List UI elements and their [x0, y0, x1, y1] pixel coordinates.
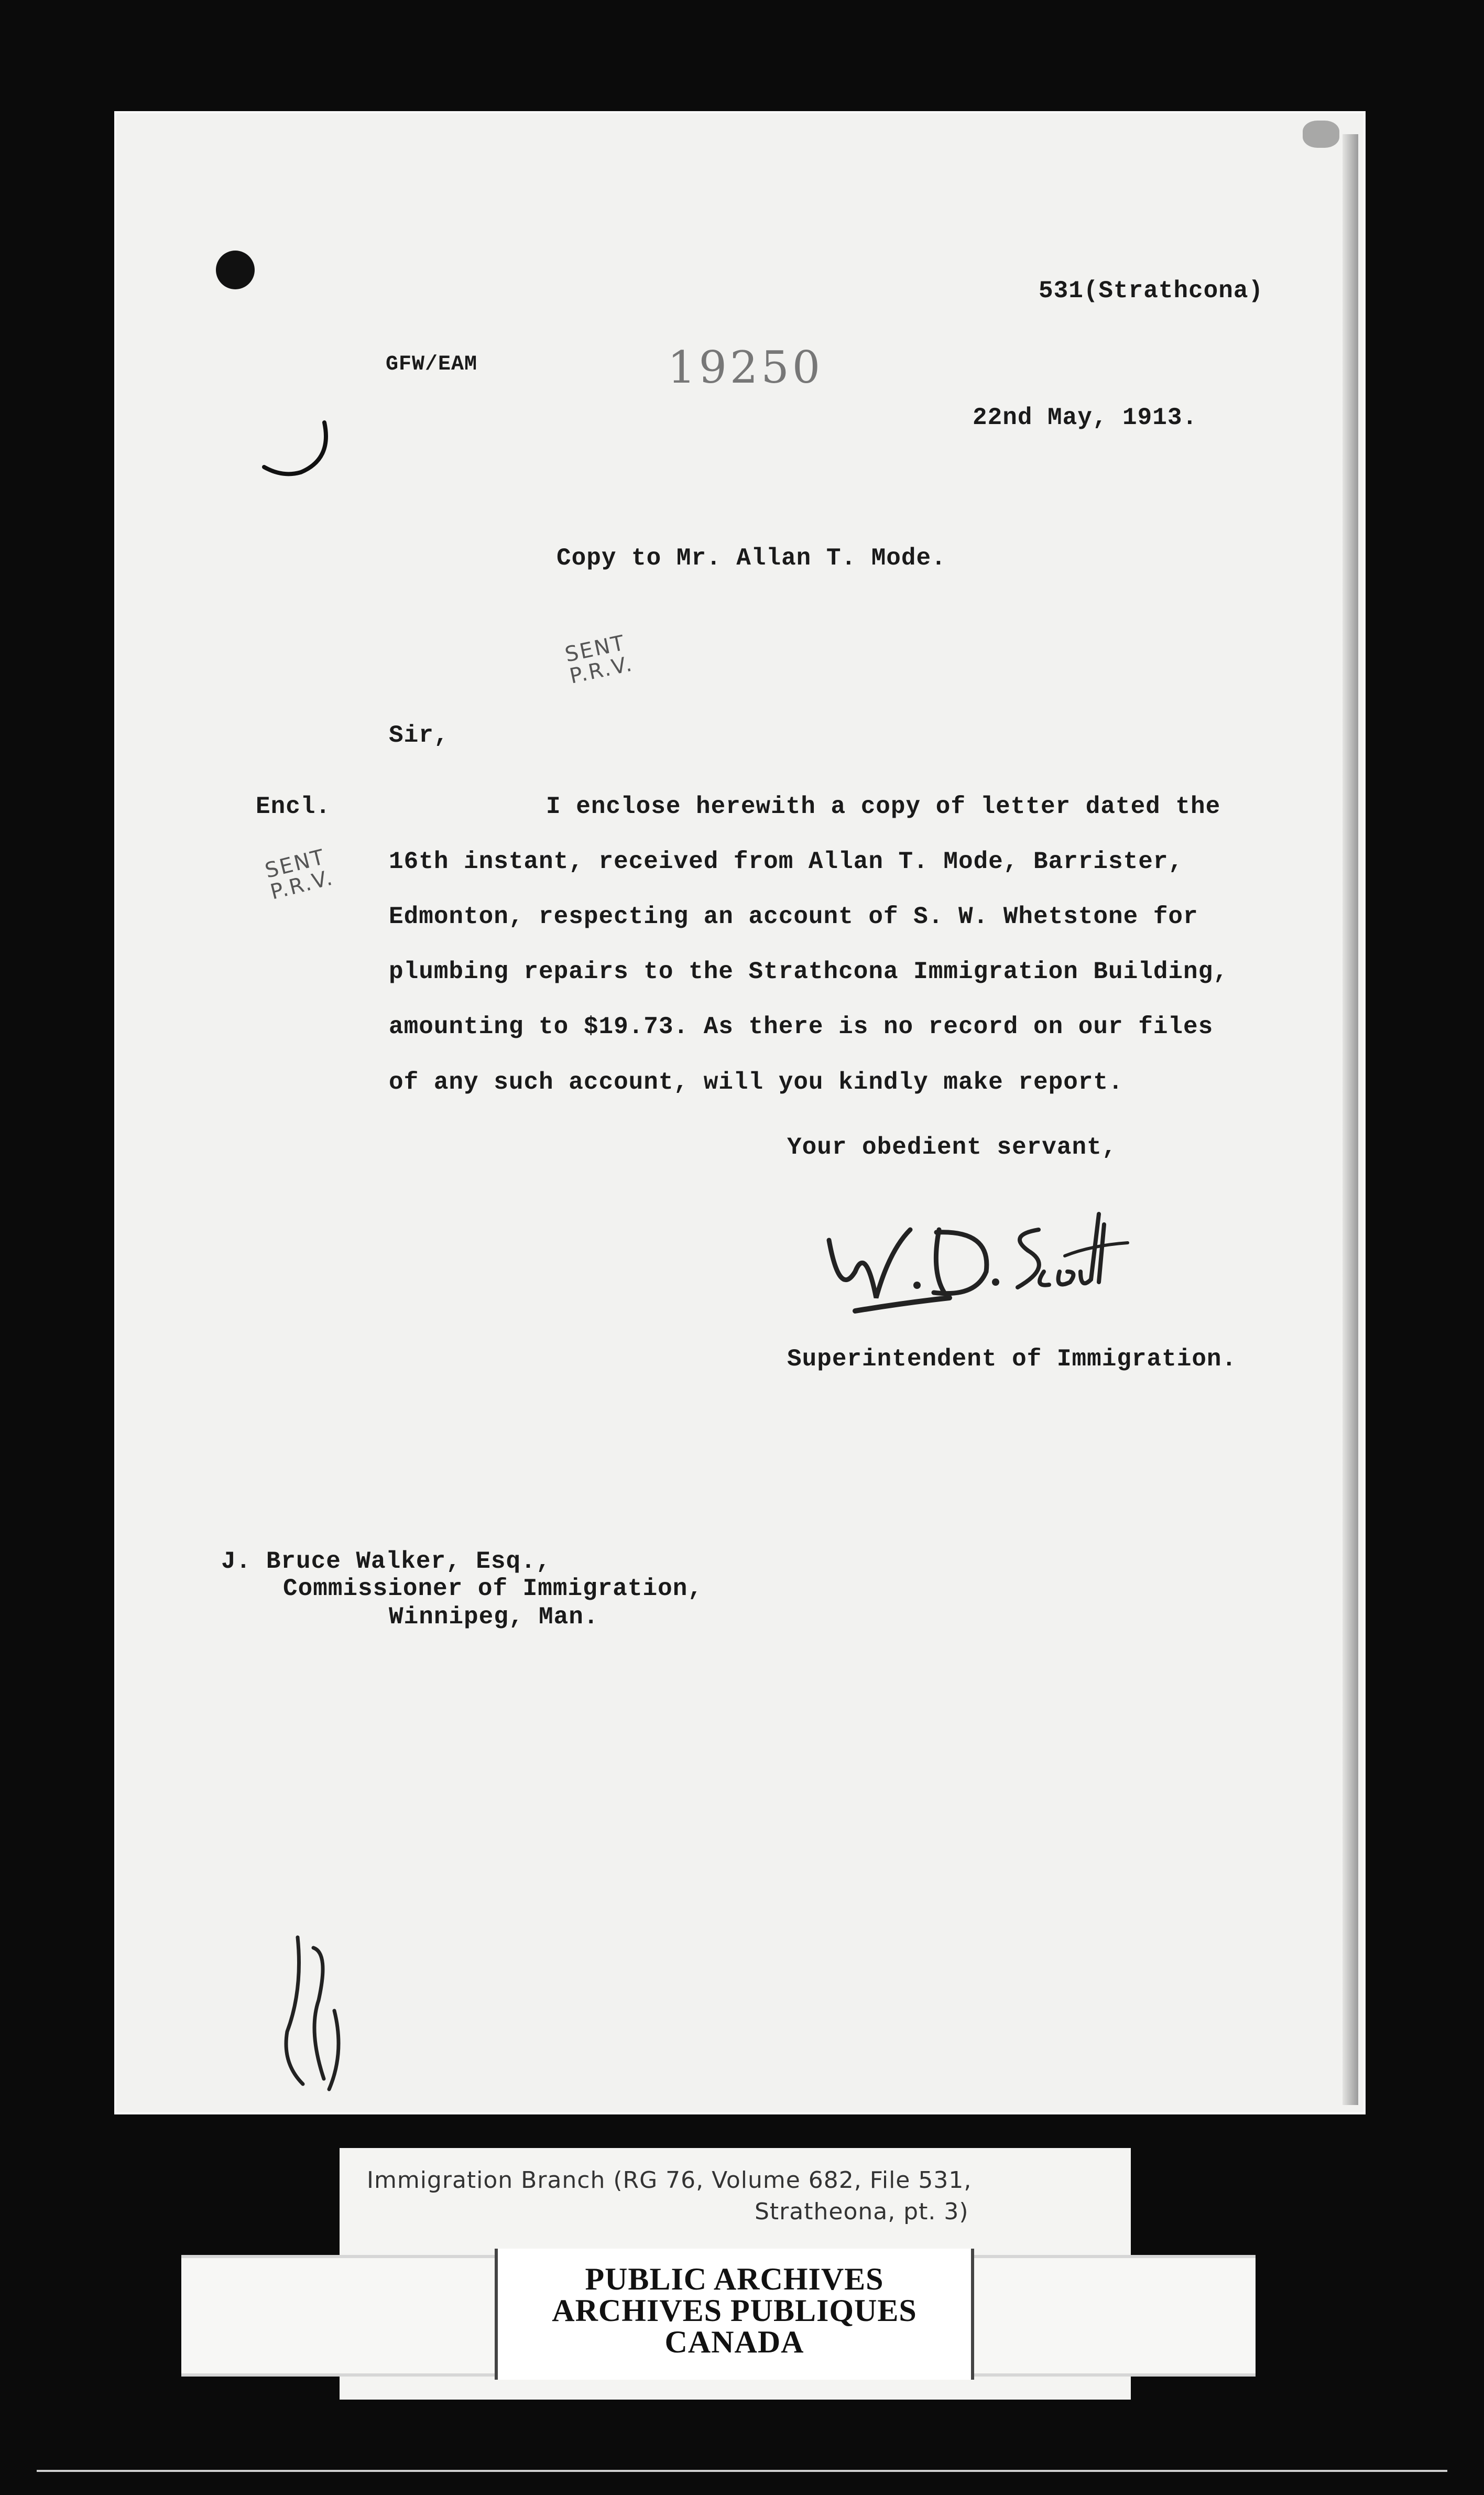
letter-date: 22nd May, 1913.	[973, 404, 1198, 431]
body-line-4: plumbing repairs to the Strathcona Immigration Building,	[389, 958, 1228, 985]
addressee-line-2: Commissioner of Immigration,	[283, 1575, 703, 1602]
signatory-title: Superintendent of Immigration.	[787, 1346, 1237, 1373]
archive-name-1: PUBLIC ARCHIVES	[585, 2262, 884, 2296]
body-line-3: Edmonton, respecting an account of S. W. Whetstone for	[389, 903, 1198, 930]
body-line-2: 16th instant, received from Allan T. Mode, Barrister,	[389, 848, 1184, 875]
archive-name-2: ARCHIVES PUBLIQUES	[552, 2293, 917, 2328]
handwritten-initials	[266, 1927, 361, 2100]
enclosure-label: Encl.	[256, 793, 331, 820]
addressee-line-1: J. Bruce Walker, Esq.,	[221, 1548, 551, 1575]
file-stamp-number: 19250	[668, 342, 824, 393]
signature	[819, 1193, 1143, 1329]
copy-to-line: Copy to Mr. Allan T. Mode.	[556, 545, 946, 572]
addressee-line-3: Winnipeg, Man.	[389, 1603, 599, 1631]
film-frame-border	[37, 2470, 1447, 2472]
closing: Your obedient servant,	[787, 1134, 1117, 1161]
letter-page	[114, 111, 1366, 2114]
check-mark	[254, 417, 337, 491]
page-edge-shadow	[1343, 134, 1358, 2105]
sent-stamp-top: SENT P.R.V.	[563, 631, 636, 689]
body-line-5: amounting to $19.73. As there is no record on our files	[389, 1013, 1214, 1040]
sent-stamp-margin: SENT P.R.V.	[263, 844, 336, 905]
archive-reference-line-1: Immigration Branch (RG 76, Volume 682, File 531,	[367, 2167, 972, 2194]
file-reference: 531(Strathcona)	[1039, 277, 1264, 305]
archive-name-3: CANADA	[664, 2325, 804, 2359]
body-line-1: I enclose herewith a copy of letter dated the	[546, 793, 1221, 820]
body-line-6: of any such account, will you kindly make report.	[389, 1069, 1123, 1096]
salutation: Sir,	[389, 722, 449, 749]
archive-reference-line-2: Stratheona, pt. 3)	[755, 2198, 969, 2225]
punch-hole	[216, 251, 255, 289]
initials: GFW/EAM	[386, 353, 478, 376]
corner-tear	[1303, 121, 1339, 148]
